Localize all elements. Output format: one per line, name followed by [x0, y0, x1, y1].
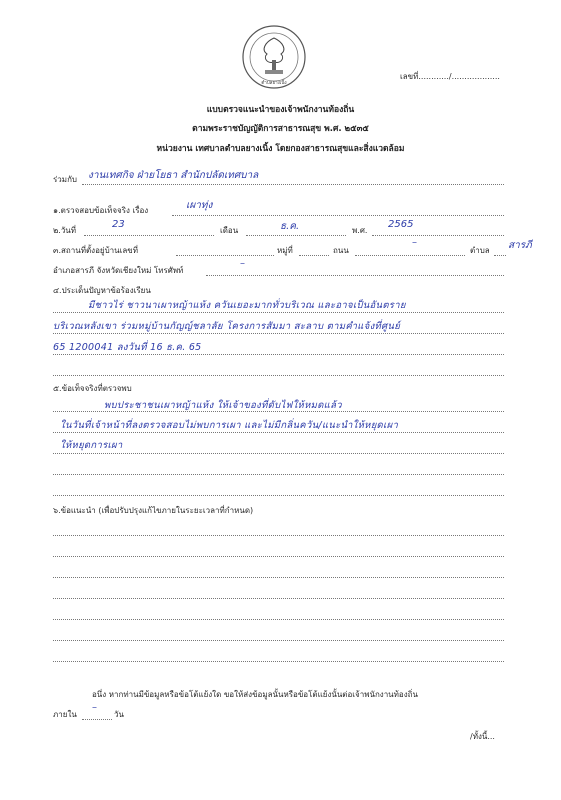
item5-line-3 — [53, 453, 504, 454]
footer-note-line-1: อนึ่ง หากท่านมีข้อมูลหรือข้อโต้แย้งใด ขอให้ส่งข้อมูลนั้นหรือข้อโต้แย้งนั้นต่อเจ้าพนักงานท้องถิ่น — [92, 690, 418, 699]
item4-text-1: มีชาวไร่ ชาวนาเผาหญ้าแห้ง ควันเยอะมากทั่วบริเวณ และอาจเป็นอันตราย — [88, 300, 406, 311]
item6-line-7 — [53, 661, 504, 662]
item3-phone-line — [206, 275, 504, 276]
item1-value: เผาทุ่ง — [186, 200, 213, 211]
item5-text-2: ในวันที่เจ้าหน้าที่ลงตรวจสอบไม่พบการเผา และไม่มีกลิ่นควัน/แนะนำให้หยุดเผา — [60, 420, 399, 431]
item4-line-4 — [53, 375, 504, 376]
item3-tambon-line — [494, 255, 506, 256]
item2-month-line — [246, 235, 346, 236]
item5-line-5 — [53, 495, 504, 496]
title-line-2: ตามพระราชบัญญัติการสาธารณสุข พ.ศ. ๒๕๓๕ — [192, 124, 369, 134]
document-number: เลขที่............/................... — [400, 72, 500, 81]
item5-label: ๕.ข้อเท็จจริงที่ตรวจพบ — [53, 384, 132, 393]
item2-day-line — [84, 235, 214, 236]
footer-note-days: วัน — [114, 710, 124, 719]
item3-moo-label: หมู่ที่ — [277, 246, 293, 255]
item3-phone: – — [240, 258, 245, 269]
item6-line-4 — [53, 598, 504, 599]
item6-line-2 — [53, 556, 504, 557]
item2-year: 2565 — [388, 219, 414, 230]
item3-label: ๓.สถานที่ตั้งอยู่บ้านเลขที่ — [53, 246, 138, 255]
item6-line-5 — [53, 619, 504, 620]
municipality-seal — [241, 24, 307, 90]
item2-day: 23 — [112, 219, 125, 230]
item2-day-label: ๒.วันที่ — [53, 226, 77, 235]
item3-road-line — [355, 255, 465, 256]
item5-text-3: ให้หยุดการเผา — [60, 440, 123, 451]
item2-year-label: พ.ศ. — [352, 226, 368, 235]
footer-note-within: ภายใน — [53, 710, 77, 719]
coop-line — [82, 184, 504, 185]
item4-label: ๔.ประเด็นปัญหาข้อร้องเรียน — [53, 286, 151, 295]
coop-value: งานเทศกิจ ฝ่ายโยธา สำนักปลัดเทศบาล — [88, 170, 259, 181]
item5-line-4 — [53, 474, 504, 475]
item6-line-1 — [53, 535, 504, 536]
item3-amphoe-label: อำเภอสารภี จังหวัดเชียงใหม่ โทรศัพท์ — [53, 266, 184, 275]
item3-road-label: ถนน — [333, 246, 349, 255]
item6-line-3 — [53, 577, 504, 578]
svg-text:ตำบลยางเนิ้ง: ตำบลยางเนิ้ง — [261, 81, 287, 86]
item3-tambon-label: ตำบล — [470, 246, 490, 255]
footer-closing: /ทั้งนี้... — [470, 732, 495, 741]
item5-text-1: พบประชาชนเผาหญ้าแห้ง ให้เจ้าของที่ดับไฟให้หมดแล้ว — [104, 400, 342, 411]
item6-label: ๖.ข้อแนะนำ (เพื่อปรับปรุงแก้ไขภายในระยะเวลาที่กำหนด) — [53, 506, 254, 515]
item2-year-line — [372, 235, 504, 236]
title-line-1: แบบตรวจแนะนำของเจ้าพนักงานท้องถิ่น — [206, 105, 355, 115]
item6-line-6 — [53, 640, 504, 641]
footer-days-line — [82, 719, 112, 720]
item4-text-2: บริเวณหลังเขา ร่วมหมู่บ้านกัญญ์ชลาลัย โครงการสัมมา สะลาบ ตามคำแจ้งที่ศูนย์ — [53, 321, 401, 332]
coop-label: ร่วมกับ — [53, 175, 77, 184]
item3-road: – — [412, 237, 417, 248]
item3-tambon: สารภี — [508, 240, 532, 251]
item1-label: ๑.ตรวจสอบข้อเท็จจริง เรื่อง — [53, 206, 149, 215]
footer-days: – — [92, 702, 97, 713]
item1-line — [172, 215, 504, 216]
item3-house-line — [176, 255, 274, 256]
item2-month-label: เดือน — [220, 226, 239, 235]
title-line-3: หน่วยงาน เทศบาลตำบลยางเนิ้ง โดยกองสาธารณสุขและสิ่งแวดล้อม — [156, 144, 405, 154]
item3-moo-line — [299, 255, 329, 256]
item2-month: ธ.ค. — [280, 221, 300, 232]
item4-text-3: 65 1200041 ลงวันที่ 16 ธ.ค. 65 — [53, 342, 202, 353]
